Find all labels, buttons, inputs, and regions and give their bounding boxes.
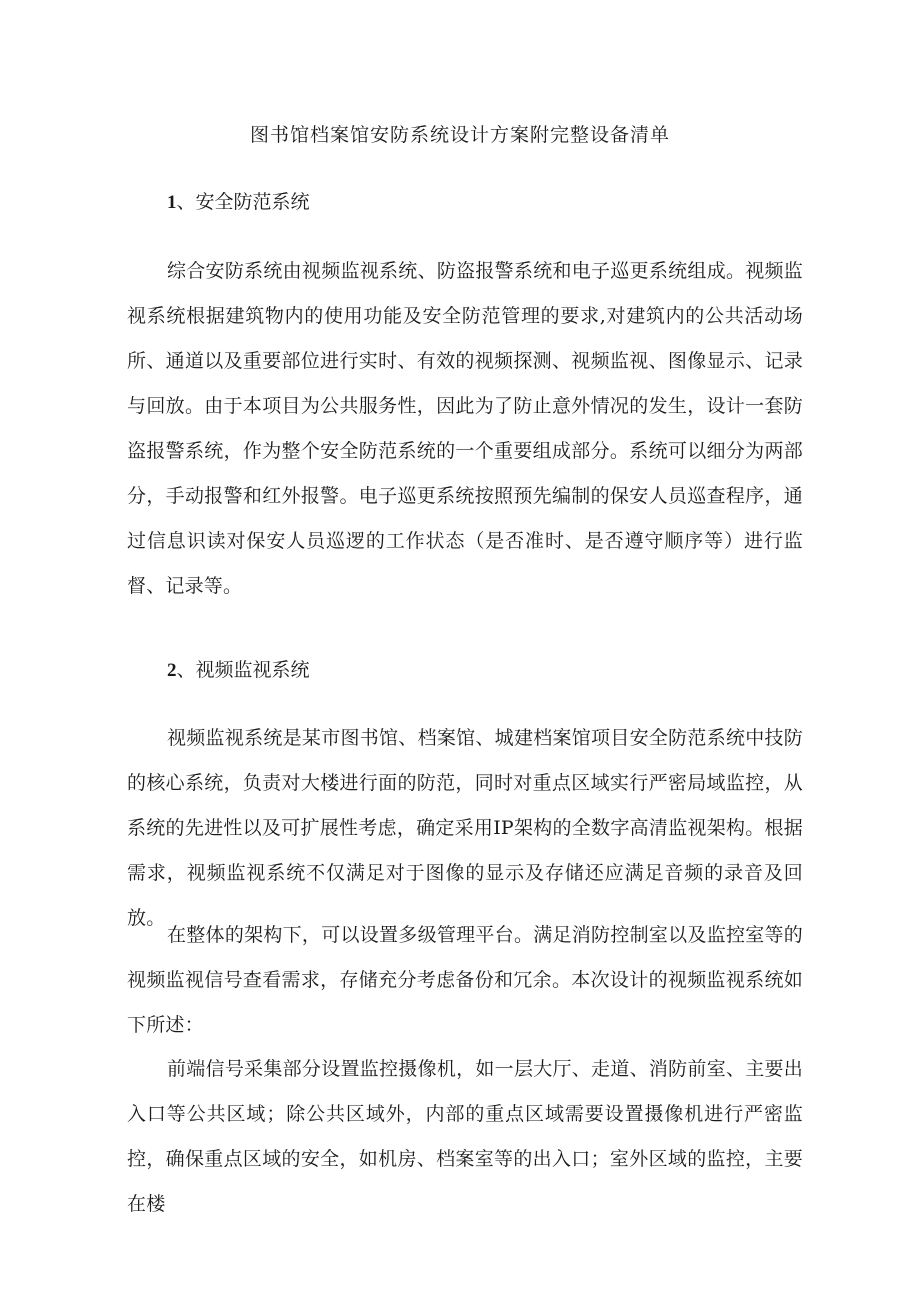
paragraph: 视频监视系统是某市图书馆、档案馆、城建档案馆项目安全防范系统中技防的核心系统，负责对大楼进行面的防范，同时对重点区域实行严密局域监控，从系统的先进性以及可扩展性考虑，确定采用IP架构的全数字高清监视架构。根据需求，视频监视系统不仅满足对于图像的显示及存储还应满足音频的录音及回放。 bbox=[127, 727, 803, 929]
section-heading-2 bbox=[167, 655, 310, 682]
section-number: 2 bbox=[167, 660, 177, 681]
section-number: 1 bbox=[167, 192, 177, 213]
section-heading-1 bbox=[167, 187, 310, 214]
section-title: 视频监视系统 bbox=[195, 659, 310, 681]
document-title: 图书馆档案馆安防系统设计方案附完整设备清单 bbox=[249, 124, 670, 146]
paragraph: 综合安防系统由视频监视系统、防盗报警系统和电子巡更系统组成。视频监视系统根据建筑物内的使用功能及安全防范管理的要求,对建筑内的公共活动场所、通道以及重要部位进行实时、有效的视频探测、视频监视、图像显示、记录与回放。由于本项目为公共服务性，因此为了防止意外情况的发生，设计一套防盗报警系统，作为整个安全防范系统的一个重要组成部分。系统可以细分为两部分，手动报警和红外报警。电子巡更系统按照预先编制的保安人员巡查程序，通过信息识读对保安人员巡逻的工作状态（是否准时、是否遵守顺序等）进行监督、记录等。 bbox=[127, 260, 803, 597]
paragraph: 前端信号采集部分设置监控摄像机，如一层大厅、走道、消防前室、主要出入口等公共区域；除公共区域外，内部的重点区域需要设置摄像机进行严密监控，确保重点区域的安全，如机房、档案室等的出入口；室外区域的监控，主要在楼 bbox=[127, 1058, 803, 1215]
section-separator: 、 bbox=[176, 659, 196, 681]
section-separator: 、 bbox=[176, 191, 196, 213]
section-title: 安全防范系统 bbox=[195, 191, 310, 213]
paragraph: 在整体的架构下，可以设置多级管理平台。满足消防控制室以及监控室等的视频监视信号查看需求，存储充分考虑备份和冗余。本次设计的视频监视系统如下所述： bbox=[127, 924, 803, 1036]
